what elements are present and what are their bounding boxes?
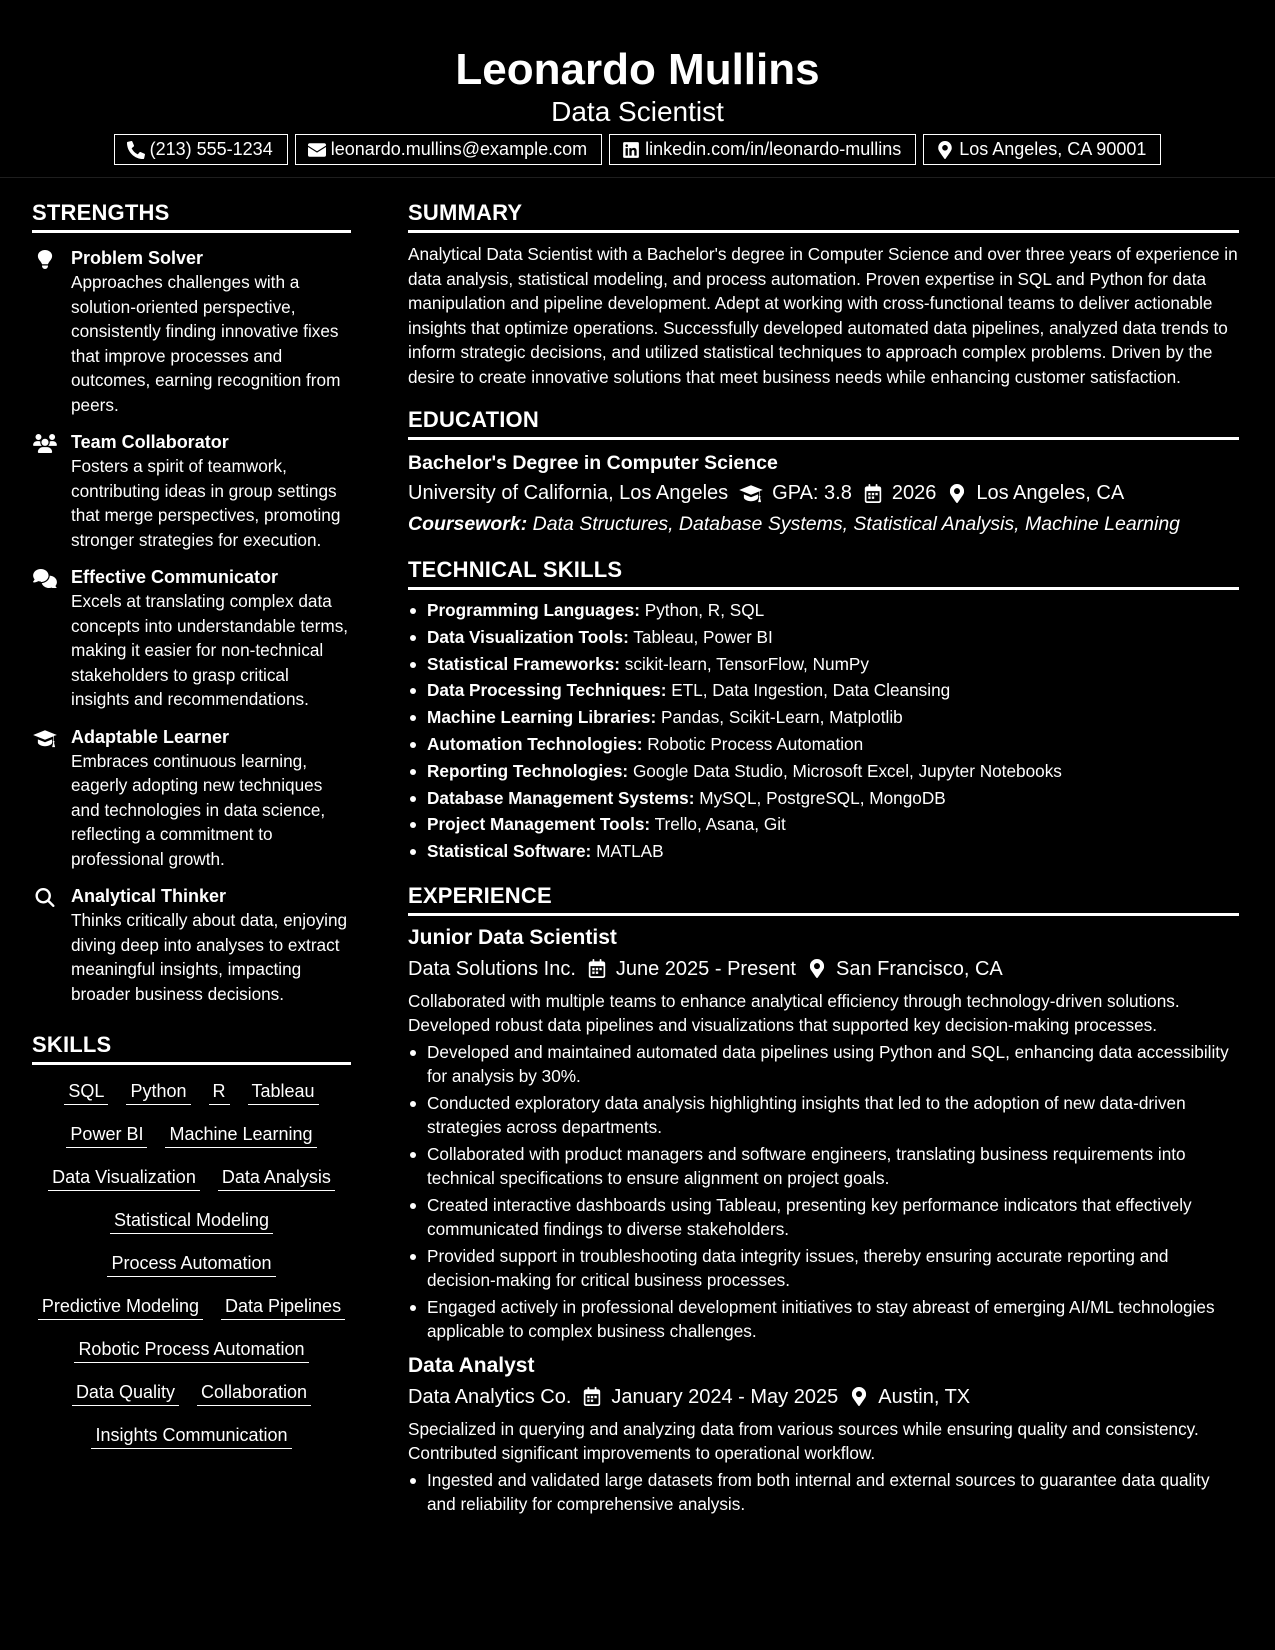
degree-name: Bachelor's Degree in Computer Science: [408, 452, 778, 474]
list-item: Provided support in troubleshooting data integrity issues, thereby ensuring accurate reporting and decision-making for critical business processes.: [408, 1244, 1239, 1293]
linkedin-text: linkedin.com/in/leonardo-mullins: [645, 139, 902, 159]
envelope-icon: [308, 141, 326, 159]
list-item: [408, 811, 1239, 838]
list-item: [408, 785, 1239, 812]
strengths-heading: STRENGTHS: [32, 196, 351, 233]
strength-title: Adaptable Learner: [71, 726, 230, 747]
email-text: leonardo.mullins@example.com: [330, 139, 588, 159]
map-pin-icon: [936, 141, 954, 159]
tech-value: scikit-learn, TensorFlow, NumPy: [624, 653, 869, 674]
list-item: [408, 597, 1239, 624]
map-pin-icon: [946, 484, 968, 503]
strength-item: [32, 885, 351, 1006]
coursework-list: Data Structures, Database Systems, Statistical Analysis, Machine Learning: [532, 513, 1181, 535]
tech-label: Programming Languages:: [427, 600, 640, 620]
job-title: Junior Data Scientist: [408, 925, 617, 949]
skills-list: [32, 1065, 351, 1458]
search-icon: [33, 888, 57, 907]
list-item: [408, 624, 1239, 651]
list-item: [408, 651, 1239, 678]
strength-item: [32, 247, 351, 417]
strength-desc: Fosters a spirit of teamwork, contributing ideas in group settings that merge perspectives, promoting stronger strategies for execution.: [71, 456, 341, 550]
map-pin-icon: [806, 959, 828, 978]
school-name: University of California, Los Angeles: [408, 482, 729, 504]
tech-label: Data Visualization Tools:: [427, 626, 629, 647]
skill-tag: Data Quality: [72, 1380, 179, 1406]
contact-bar: [0, 134, 1275, 165]
tech-value: Trello, Asana, Git: [654, 814, 786, 835]
company-name: Data Analytics Co.: [408, 1385, 572, 1408]
candidate-name: Leonardo Mullins: [455, 45, 820, 94]
job-bullets: [408, 1468, 1239, 1517]
technical-skills-list: [408, 597, 1239, 865]
strength-desc: Approaches challenges with a solution-oriented perspective, consistently finding innovative fixes that improve processes and outcomes, earning recognition from peers.: [71, 272, 341, 415]
tech-value: Python, R, SQL: [644, 600, 765, 620]
tech-label: Automation Technologies:: [427, 733, 643, 754]
education-meta: [408, 478, 1239, 508]
skill-tag: Statistical Modeling: [110, 1208, 273, 1234]
graduation-year: 2026: [891, 482, 937, 504]
technical-skills-heading: TECHNICAL SKILLS: [408, 553, 1239, 590]
tech-label: Machine Learning Libraries:: [427, 707, 657, 728]
users-icon: [33, 434, 57, 453]
list-item: Conducted exploratory data analysis highlighting insights that led to the adoption of new data-driven strategies across departments.: [408, 1091, 1239, 1140]
tech-value: MATLAB: [596, 841, 664, 862]
job-location: San Francisco, CA: [836, 957, 1003, 980]
candidate-title: Data Scientist: [551, 96, 724, 127]
tech-value: Pandas, Scikit-Learn, Matplotlib: [661, 707, 903, 728]
graduation-cap-icon: [738, 484, 764, 503]
list-item: Created interactive dashboards using Tableau, presenting key performance indicators that effectively communicated findings to diverse stakeholders.: [408, 1193, 1239, 1242]
skill-tag: Data Visualization: [48, 1165, 200, 1191]
tech-label: Project Management Tools:: [427, 814, 651, 835]
comments-icon: [33, 569, 57, 588]
tech-label: Statistical Software:: [427, 841, 592, 862]
tech-label: Database Management Systems:: [427, 787, 695, 808]
job-dates: January 2024 - May 2025: [611, 1385, 839, 1408]
strength-desc: Embraces continuous learning, eagerly adopting new techniques and technologies in data science, reflecting a commitment to professional growth.: [71, 750, 326, 869]
phone-text: (213) 555-1234: [149, 139, 273, 159]
resume-header: [0, 0, 1275, 178]
skill-tag: Tableau: [248, 1079, 319, 1105]
list-item: [408, 838, 1239, 865]
skill-tag: Python: [126, 1079, 190, 1105]
location-text: Los Angeles, CA 90001: [959, 139, 1147, 159]
list-item: Engaged actively in professional development initiatives to stay abreast of emerging AI/ML technologies applicable to complex business challenges.: [408, 1295, 1239, 1344]
strength-desc: Thinks critically about data, enjoying diving deep into analyses to extract meaningful insights, impacting broader business decisions.: [71, 910, 348, 1004]
skill-tag: Insights Communication: [91, 1423, 291, 1449]
skill-tag: Predictive Modeling: [38, 1294, 203, 1320]
job-dates: June 2025 - Present: [615, 957, 796, 980]
strength-desc: Excels at translating complex data concepts into understandable terms, making it easier for non-technical stakeholders to grasp critical insights and recommendations.: [71, 591, 349, 709]
job-entry: [408, 924, 1239, 1344]
job-description: Specialized in querying and analyzing data from various sources while ensuring quality and consistency. Contributed significant improvements to operational workflow.: [408, 1418, 1199, 1464]
contact-phone[interactable]: [114, 134, 288, 165]
phone-icon: [127, 141, 145, 159]
strength-title: Analytical Thinker: [71, 886, 227, 906]
calendar-icon: [862, 484, 884, 503]
skill-tag: Machine Learning: [165, 1122, 316, 1148]
job-bullets: [408, 1040, 1239, 1344]
skill-tag: R: [209, 1079, 230, 1105]
tech-value: Tableau, Power BI: [633, 626, 773, 647]
skill-tag: Collaboration: [197, 1380, 311, 1406]
tech-label: Data Processing Techniques:: [427, 680, 667, 701]
contact-email[interactable]: [295, 134, 602, 165]
skill-tag: Data Pipelines: [221, 1294, 345, 1320]
gpa: GPA: 3.8: [772, 482, 852, 504]
skill-tag: Robotic Process Automation: [74, 1337, 308, 1363]
education-location: Los Angeles, CA: [976, 482, 1125, 504]
tech-value: Robotic Process Automation: [647, 733, 864, 754]
job-description: Collaborated with multiple teams to enhance analytical efficiency through technology-driven solutions. Developed robust data pipelines and visualizations that supported key decision-making processes.: [408, 990, 1180, 1036]
list-item: [408, 677, 1239, 704]
list-item: [408, 704, 1239, 731]
tech-value: ETL, Data Ingestion, Data Cleansing: [671, 680, 951, 701]
right-column: [408, 196, 1239, 1517]
tech-label: Statistical Frameworks:: [427, 653, 620, 674]
calendar-icon: [586, 959, 608, 978]
list-item: [408, 731, 1239, 758]
skill-tag: Process Automation: [107, 1251, 275, 1277]
strength-title: Effective Communicator: [71, 567, 279, 587]
experience-heading: EXPERIENCE: [408, 879, 1239, 916]
lightbulb-icon: [33, 250, 57, 269]
job-meta: [408, 1382, 1239, 1412]
calendar-icon: [581, 1387, 603, 1406]
strength-item: [32, 431, 351, 552]
tech-value: Google Data Studio, Microsoft Excel, Jupyter Notebooks: [632, 760, 1062, 781]
job-title: Data Analyst: [408, 1353, 535, 1377]
job-location: Austin, TX: [878, 1385, 971, 1408]
education-heading: EDUCATION: [408, 403, 1239, 440]
skill-tag: Power BI: [66, 1122, 147, 1148]
coursework-label: Coursework:: [408, 513, 528, 535]
linkedin-icon: [622, 141, 640, 159]
strength-item: [32, 566, 351, 712]
contact-location: [923, 134, 1161, 165]
graduation-cap-icon: [33, 729, 57, 748]
strength-title: Team Collaborator: [71, 432, 229, 452]
list-item: [408, 758, 1239, 785]
job-meta: [408, 954, 1239, 984]
skill-tag: Data Analysis: [218, 1165, 335, 1191]
contact-linkedin[interactable]: [609, 134, 916, 165]
strength-title: Problem Solver: [71, 248, 204, 268]
tech-label: Reporting Technologies:: [427, 760, 629, 781]
left-column: [32, 196, 351, 1458]
job-entry: [408, 1352, 1239, 1517]
list-item: Collaborated with product managers and software engineers, translating business requirements into technical specifications to ensure alignment on project goals.: [408, 1142, 1239, 1191]
list-item: Ingested and validated large datasets from both internal and external sources to guarantee data quality and reliability for comprehensive analysis.: [408, 1468, 1239, 1517]
skill-tag: SQL: [64, 1079, 108, 1105]
coursework: [408, 509, 1239, 539]
summary-heading: SUMMARY: [408, 196, 1239, 233]
tech-value: MySQL, PostgreSQL, MongoDB: [699, 787, 946, 808]
list-item: Developed and maintained automated data pipelines using Python and SQL, enhancing data accessibility for analysis by 30%.: [408, 1040, 1239, 1089]
strength-item: [32, 726, 351, 872]
map-pin-icon: [848, 1387, 870, 1406]
company-name: Data Solutions Inc.: [408, 957, 576, 980]
summary-text: Analytical Data Scientist with a Bachelor's degree in Computer Science and over three years of experience in data analysis, statistical modeling, and process automation. Proven expertise in SQL and Python for data manipulation and pipeline development. Adept at working with cross-functional teams to deliver actionable insights that optimize operations. Successfully developed automated data pipelines, analyzed data trends to inform strategic decisions, and utilized statistical techniques to approach complex problems. Driven by the desire to create innovative solutions that meet business needs while enhancing customer satisfaction.: [408, 244, 1238, 387]
skills-heading: SKILLS: [32, 1028, 351, 1065]
